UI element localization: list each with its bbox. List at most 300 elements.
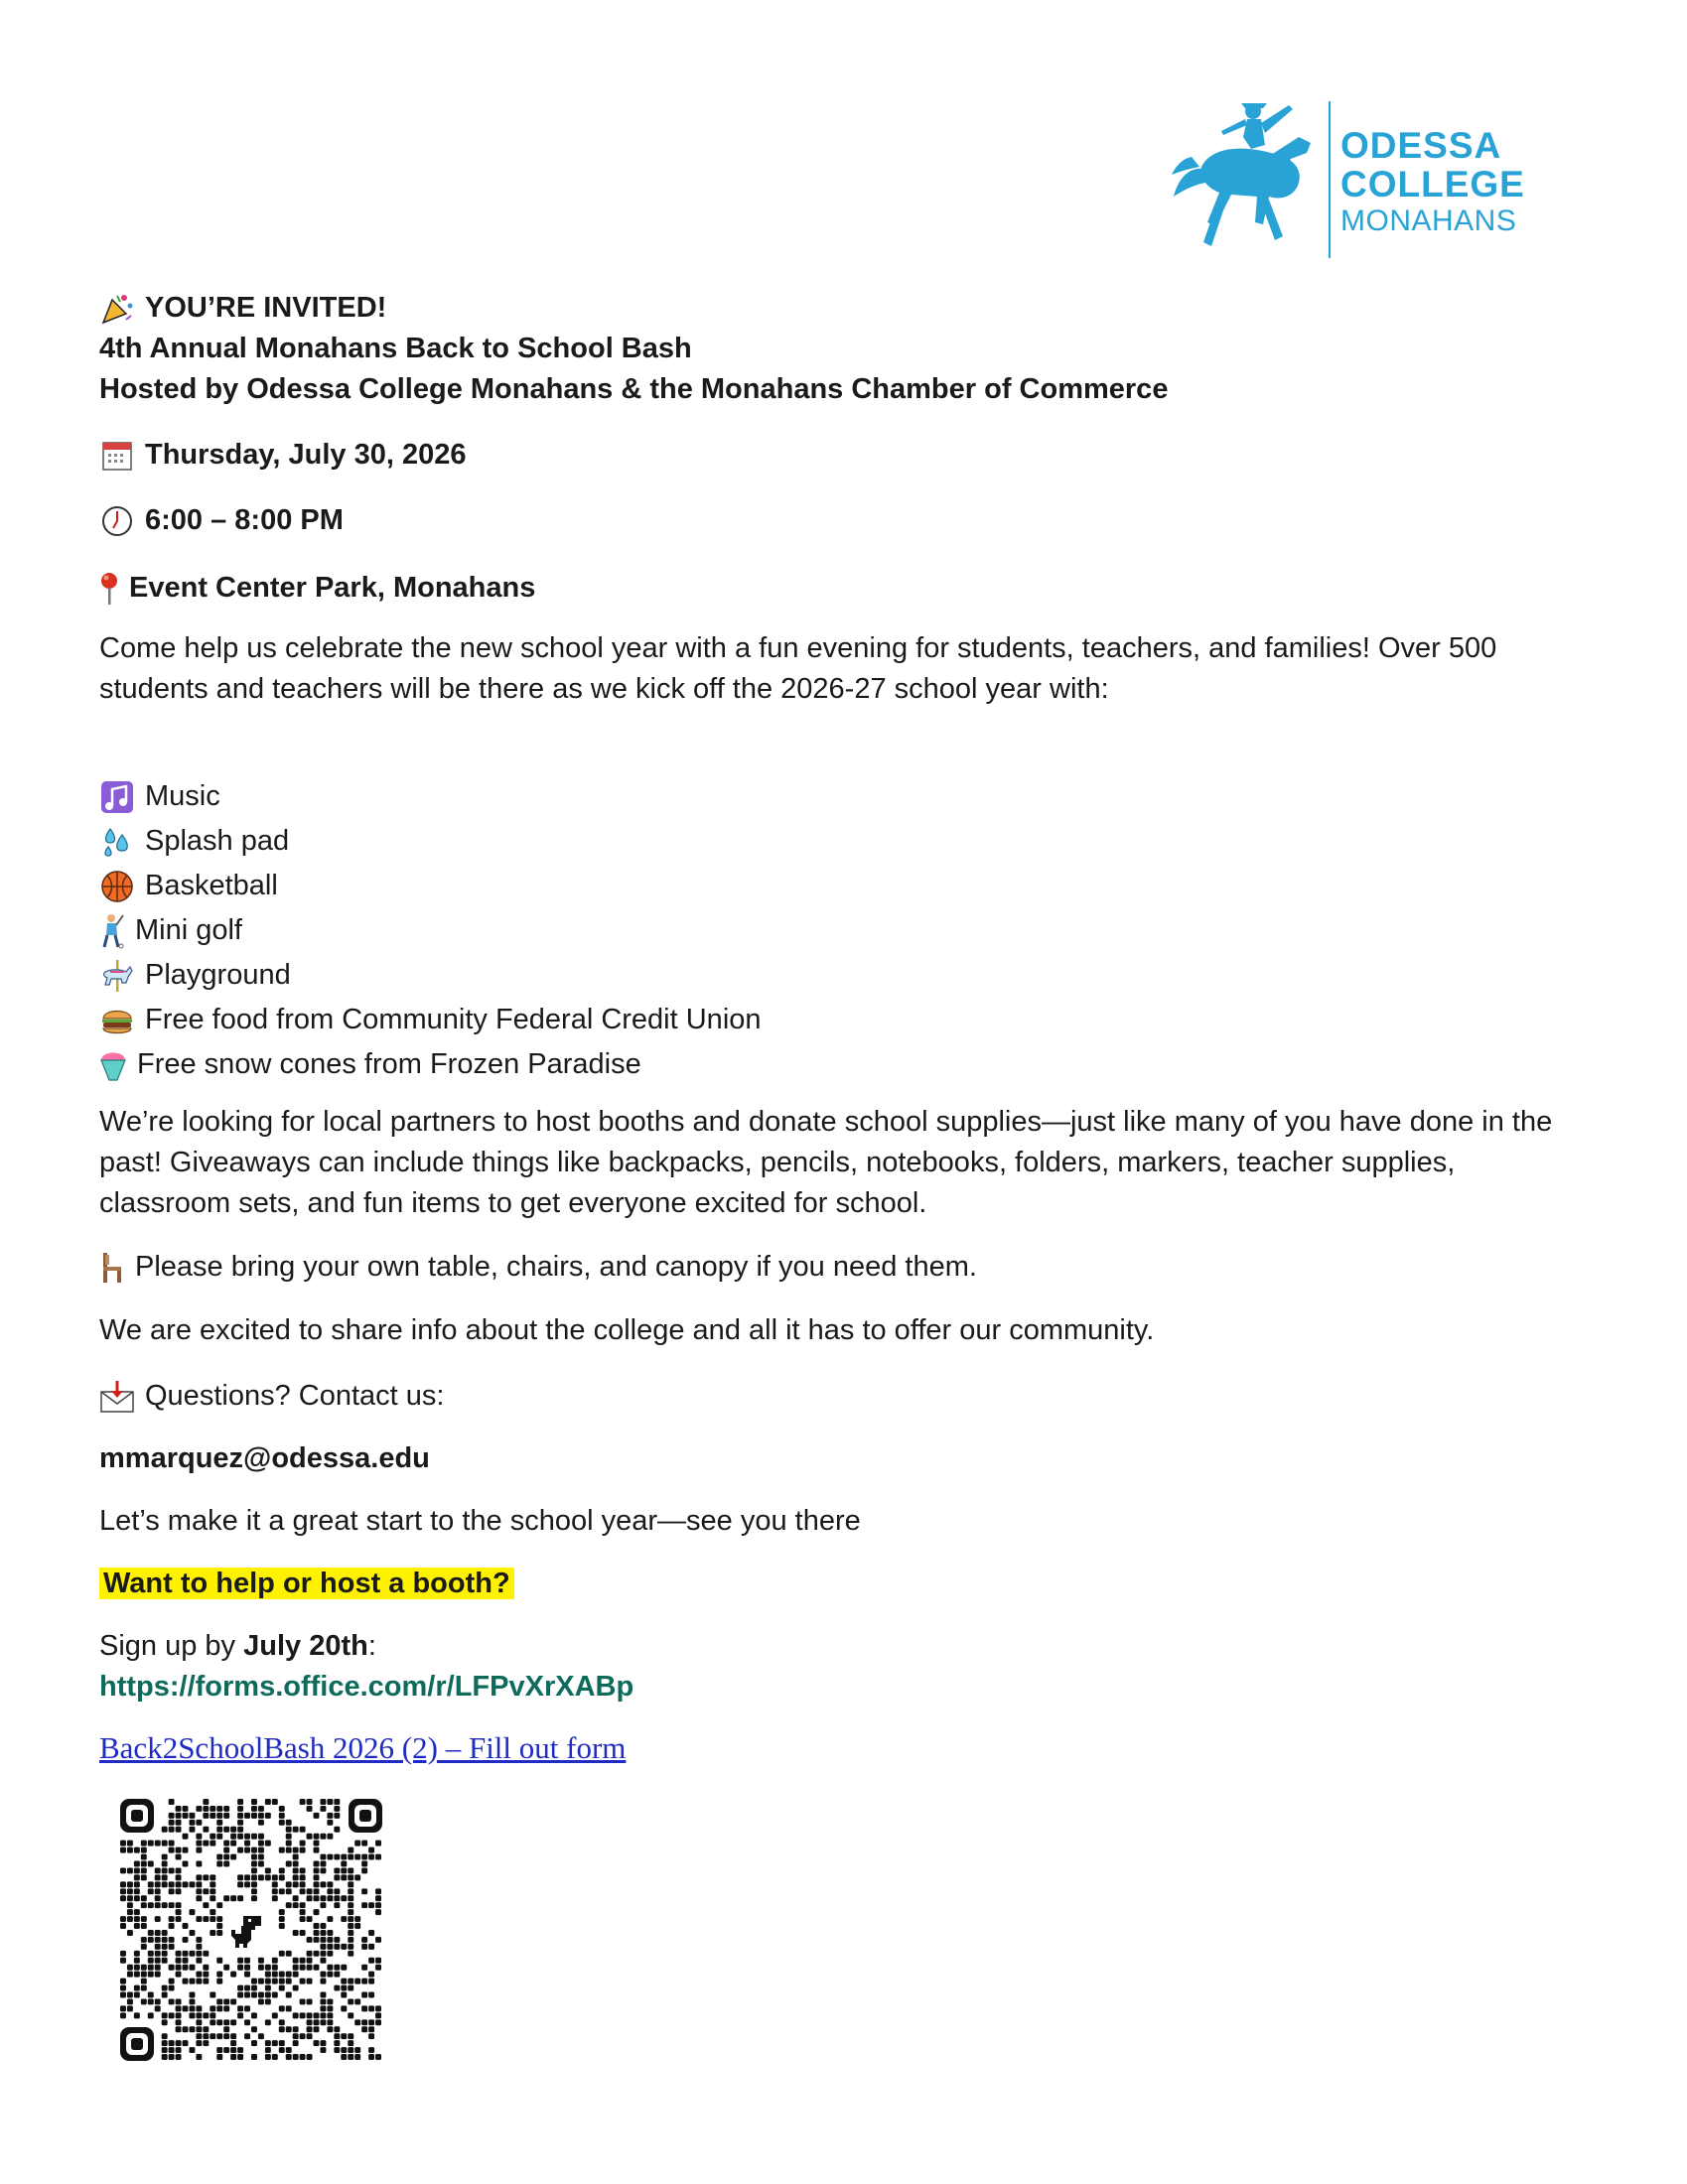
shaved-ice-icon bbox=[99, 1047, 127, 1083]
qr-module bbox=[223, 1998, 229, 2004]
qr-module bbox=[354, 2047, 360, 2053]
qr-module bbox=[134, 1874, 140, 1880]
qr-module bbox=[258, 1992, 264, 1998]
qr-module bbox=[354, 1874, 360, 1880]
qr-module bbox=[216, 1806, 222, 1812]
qr-module bbox=[368, 2026, 374, 2032]
qr-module bbox=[169, 1998, 175, 2004]
qr-module bbox=[169, 1944, 175, 1950]
qr-module bbox=[300, 1881, 306, 1887]
qr-module bbox=[307, 1799, 313, 1805]
qr-module bbox=[196, 1847, 202, 1853]
qr-module bbox=[155, 1881, 161, 1887]
qr-module bbox=[286, 2026, 292, 2032]
qr-finder-top-left bbox=[120, 1799, 154, 1833]
qr-module bbox=[300, 1888, 306, 1894]
qr-module bbox=[216, 2047, 222, 2053]
qr-module bbox=[127, 1998, 133, 2004]
activity-label: Free snow cones from Frozen Paradise bbox=[137, 1048, 641, 1080]
qr-module bbox=[327, 1965, 333, 1971]
list-item bbox=[99, 774, 1589, 819]
qr-module bbox=[127, 2005, 133, 2011]
qr-module bbox=[258, 1958, 264, 1964]
qr-module bbox=[216, 1998, 222, 2004]
qr-module bbox=[320, 1930, 326, 1936]
qr-module bbox=[127, 1930, 133, 1936]
qr-module bbox=[327, 2019, 333, 2025]
qr-module bbox=[314, 1909, 320, 1915]
qr-module bbox=[169, 2047, 175, 2053]
qr-module bbox=[286, 1902, 292, 1908]
contact-email[interactable]: mmarquez@odessa.edu bbox=[99, 1442, 430, 1474]
qr-module bbox=[237, 1827, 243, 1833]
qr-module bbox=[286, 1841, 292, 1846]
qr-module bbox=[258, 1806, 264, 1812]
form-link-line bbox=[99, 1727, 1589, 1770]
qr-module bbox=[210, 1841, 215, 1846]
qr-module bbox=[230, 2033, 236, 2039]
event-host: Hosted by Odessa College Monahans & the Monahans Chamber of Commerce bbox=[99, 373, 1169, 405]
qr-module bbox=[196, 2026, 202, 2032]
list-item bbox=[99, 1042, 1589, 1087]
qr-module bbox=[176, 2054, 182, 2060]
qr-module bbox=[176, 1820, 182, 1826]
qr-module bbox=[293, 2033, 299, 2039]
qr-module bbox=[134, 1861, 140, 1867]
qr-module bbox=[320, 1861, 326, 1867]
qr-module bbox=[141, 1867, 147, 1873]
qr-module bbox=[354, 1979, 360, 1984]
qr-module bbox=[162, 2054, 168, 2060]
qr-module bbox=[216, 1902, 222, 1908]
qr-module bbox=[216, 1923, 222, 1929]
qr-module bbox=[223, 1854, 229, 1860]
qr-module bbox=[334, 1965, 340, 1971]
qr-module bbox=[286, 1861, 292, 1867]
qr-module bbox=[320, 1902, 326, 1908]
qr-module bbox=[320, 1806, 326, 1812]
qr-module bbox=[203, 1806, 209, 1812]
qr-module bbox=[251, 1834, 257, 1840]
qr-module bbox=[327, 1854, 333, 1860]
qr-module bbox=[223, 1827, 229, 1833]
qr-module bbox=[230, 2047, 236, 2053]
qr-module bbox=[272, 2040, 278, 2046]
activity-label: Basketball bbox=[145, 870, 278, 901]
qr-module bbox=[348, 1916, 353, 1922]
qr-module bbox=[169, 1847, 175, 1853]
closing-text: Let’s make it a great start to the school year—see you there bbox=[99, 1505, 861, 1537]
qr-module bbox=[162, 1944, 168, 1950]
qr-module bbox=[141, 1902, 147, 1908]
qr-module bbox=[368, 1902, 374, 1908]
qr-module bbox=[348, 1895, 353, 1901]
qr-module bbox=[258, 1965, 264, 1971]
qr-module bbox=[230, 1834, 236, 1840]
qr-module bbox=[279, 2005, 285, 2011]
qr-module bbox=[293, 2012, 299, 2018]
qr-module bbox=[237, 1806, 243, 1812]
event-location bbox=[99, 568, 1589, 609]
contact-label: Questions? Contact us: bbox=[145, 1380, 445, 1412]
qr-module bbox=[341, 1867, 347, 1873]
qr-module bbox=[279, 1813, 285, 1819]
qr-module bbox=[230, 2054, 236, 2060]
qr-module bbox=[361, 2019, 367, 2025]
qr-module bbox=[293, 1965, 299, 1971]
qr-module bbox=[203, 1799, 209, 1805]
qr-module bbox=[354, 2019, 360, 2025]
qr-module bbox=[341, 1895, 347, 1901]
qr-module bbox=[320, 1979, 326, 1984]
qr-module bbox=[307, 2019, 313, 2025]
qr-module bbox=[354, 1854, 360, 1860]
qr-module bbox=[223, 1847, 229, 1853]
qr-module bbox=[134, 1985, 140, 1991]
qr-module bbox=[223, 1965, 229, 1971]
qr-module bbox=[196, 1841, 202, 1846]
qr-module bbox=[375, 1965, 381, 1971]
qr-module bbox=[272, 1874, 278, 1880]
qr-module bbox=[141, 1972, 147, 1978]
qr-module bbox=[361, 1841, 367, 1846]
calendar-icon bbox=[99, 438, 135, 474]
qr-module bbox=[155, 1930, 161, 1936]
qr-module bbox=[203, 1902, 209, 1908]
qr-module bbox=[230, 2040, 236, 2046]
qr-module bbox=[155, 1916, 161, 1922]
qr-module bbox=[314, 2012, 320, 2018]
qr-module bbox=[141, 1841, 147, 1846]
qr-module bbox=[286, 2047, 292, 2053]
qr-module bbox=[216, 1854, 222, 1860]
qr-module bbox=[141, 1979, 147, 1984]
qr-module bbox=[210, 1895, 215, 1901]
qr-module bbox=[148, 1972, 154, 1978]
qr-module bbox=[169, 1985, 175, 1991]
qr-module bbox=[120, 1888, 126, 1894]
qr-module bbox=[320, 1951, 326, 1957]
qr-module bbox=[148, 1930, 154, 1936]
qr-module bbox=[375, 2019, 381, 2025]
qr-module bbox=[327, 1937, 333, 1943]
qr-module bbox=[237, 1881, 243, 1887]
qr-module bbox=[307, 1937, 313, 1943]
qr-module bbox=[196, 1972, 202, 1978]
qr-module bbox=[368, 2047, 374, 2053]
qr-module bbox=[216, 1813, 222, 1819]
qr-module bbox=[203, 1888, 209, 1894]
logo-line-college: COLLEGE bbox=[1340, 164, 1525, 205]
qr-module bbox=[196, 1895, 202, 1901]
golfer-icon bbox=[99, 913, 125, 949]
qr-module bbox=[251, 1847, 257, 1853]
qr-module bbox=[237, 1992, 243, 1998]
logo-divider bbox=[1329, 101, 1331, 258]
qr-module bbox=[196, 2005, 202, 2011]
qr-module bbox=[272, 1972, 278, 1978]
qr-module bbox=[223, 1806, 229, 1812]
qr-module bbox=[210, 1930, 215, 1936]
qr-module bbox=[183, 1834, 189, 1840]
qr-module bbox=[203, 1951, 209, 1957]
qr-module bbox=[348, 1944, 353, 1950]
qr-module bbox=[196, 2019, 202, 2025]
qr-module bbox=[148, 1937, 154, 1943]
qr-module bbox=[375, 1841, 381, 1846]
event-date-text: Thursday, July 30, 2026 bbox=[145, 439, 467, 471]
qr-module bbox=[183, 2040, 189, 2046]
qr-module bbox=[216, 2019, 222, 2025]
qr-module bbox=[176, 1916, 182, 1922]
qr-module bbox=[120, 1951, 126, 1957]
qr-module bbox=[237, 2012, 243, 2018]
qr-module bbox=[368, 2033, 374, 2039]
qr-module bbox=[327, 2026, 333, 2032]
qr-module bbox=[169, 1867, 175, 1873]
qr-module bbox=[293, 1881, 299, 1887]
qr-module bbox=[203, 1827, 209, 1833]
qr-module bbox=[176, 1951, 182, 1957]
qr-module bbox=[189, 1992, 195, 1998]
qr-module bbox=[216, 2054, 222, 2060]
qr-module bbox=[162, 1951, 168, 1957]
signup-suffix: : bbox=[367, 1630, 376, 1662]
qr-module bbox=[169, 1827, 175, 1833]
qr-module bbox=[216, 1827, 222, 1833]
qr-module bbox=[279, 1951, 285, 1957]
qr-module bbox=[341, 1992, 347, 1998]
qr-module bbox=[293, 1930, 299, 1936]
qr-module bbox=[251, 1881, 257, 1887]
qr-module bbox=[265, 1965, 271, 1971]
qr-module bbox=[348, 1881, 353, 1887]
qr-module bbox=[272, 1888, 278, 1894]
qr-module bbox=[189, 2026, 195, 2032]
qr-module bbox=[120, 2005, 126, 2011]
qr-module bbox=[251, 1895, 257, 1901]
qr-module bbox=[300, 1827, 306, 1833]
qr-module bbox=[314, 2040, 320, 2046]
qr-module bbox=[244, 1847, 250, 1853]
qr-module bbox=[244, 2033, 250, 2039]
qr-module bbox=[210, 2012, 215, 2018]
qr-module bbox=[189, 1998, 195, 2004]
qr-module bbox=[162, 2047, 168, 2053]
qr-module bbox=[176, 1854, 182, 1860]
qr-code[interactable] bbox=[116, 1795, 386, 2065]
qr-module bbox=[162, 1930, 168, 1936]
qr-module bbox=[314, 1867, 320, 1873]
qr-module bbox=[120, 1867, 126, 1873]
qr-module bbox=[341, 1979, 347, 1984]
qr-module bbox=[341, 1944, 347, 1950]
qr-module bbox=[300, 1965, 306, 1971]
qr-module bbox=[300, 1979, 306, 1984]
qr-module bbox=[203, 2033, 209, 2039]
qr-module bbox=[334, 1854, 340, 1860]
qr-module bbox=[320, 1834, 326, 1840]
form-link[interactable]: Back2SchoolBash 2026 (2) – Fill out form bbox=[99, 1730, 627, 1765]
qr-module bbox=[279, 1909, 285, 1915]
qr-module bbox=[368, 2054, 374, 2060]
qr-module bbox=[286, 1827, 292, 1833]
qr-module bbox=[341, 1874, 347, 1880]
qr-module bbox=[314, 1937, 320, 1943]
qr-module bbox=[265, 1992, 271, 1998]
qr-module bbox=[176, 1881, 182, 1887]
qr-module bbox=[361, 1937, 367, 1943]
qr-module bbox=[341, 2047, 347, 2053]
qr-module bbox=[237, 1834, 243, 1840]
qr-module bbox=[196, 2054, 202, 2060]
qr-module bbox=[334, 1902, 340, 1908]
qr-module bbox=[244, 1881, 250, 1887]
qr-module bbox=[307, 1998, 313, 2004]
qr-module bbox=[230, 1827, 236, 1833]
qr-module bbox=[127, 1841, 133, 1846]
qr-module bbox=[244, 1972, 250, 1978]
qr-module bbox=[134, 1916, 140, 1922]
qr-module bbox=[223, 1895, 229, 1901]
qr-module bbox=[223, 2047, 229, 2053]
bring-text: Please bring your own table, chairs, and canopy if you need them. bbox=[135, 1251, 977, 1283]
qr-module bbox=[251, 1861, 257, 1867]
qr-module bbox=[141, 1998, 147, 2004]
qr-module bbox=[169, 1916, 175, 1922]
signup-prefix: Sign up by bbox=[99, 1630, 244, 1662]
qr-module bbox=[203, 1813, 209, 1819]
qr-module bbox=[265, 1979, 271, 1984]
qr-module bbox=[141, 1944, 147, 1950]
qr-module bbox=[155, 1874, 161, 1880]
qr-module bbox=[307, 2054, 313, 2060]
qr-module bbox=[265, 2019, 271, 2025]
qr-module bbox=[293, 2026, 299, 2032]
qr-module bbox=[334, 1944, 340, 1950]
event-time-text: 6:00 – 8:00 PM bbox=[145, 504, 344, 536]
qr-module bbox=[237, 1895, 243, 1901]
qr-module bbox=[286, 2054, 292, 2060]
qr-module bbox=[210, 1834, 215, 1840]
qr-module bbox=[314, 2026, 320, 2032]
qr-module bbox=[279, 1923, 285, 1929]
qr-module bbox=[334, 2047, 340, 2053]
qr-module bbox=[265, 1874, 271, 1880]
qr-module bbox=[196, 1979, 202, 1984]
qr-module bbox=[314, 1874, 320, 1880]
qr-module bbox=[189, 1909, 195, 1915]
qr-module bbox=[134, 1958, 140, 1964]
qr-module bbox=[327, 1799, 333, 1805]
qr-module bbox=[348, 1998, 353, 2004]
qr-module bbox=[216, 1972, 222, 1978]
qr-module bbox=[320, 1881, 326, 1887]
qr-module bbox=[314, 1895, 320, 1901]
qr-module bbox=[286, 1972, 292, 1978]
qr-module bbox=[196, 2012, 202, 2018]
qr-module bbox=[223, 2026, 229, 2032]
qr-module bbox=[251, 1867, 257, 1873]
signup-url[interactable]: https://forms.office.com/r/LFPvXrXABp bbox=[99, 1671, 634, 1703]
qr-module bbox=[327, 1813, 333, 1819]
qr-module bbox=[334, 2040, 340, 2046]
qr-module bbox=[293, 1854, 299, 1860]
qr-module bbox=[210, 1992, 215, 1998]
qr-module bbox=[244, 2019, 250, 2025]
qr-module bbox=[134, 1951, 140, 1957]
qr-module bbox=[286, 1992, 292, 1998]
qr-module bbox=[307, 1965, 313, 1971]
qr-module bbox=[341, 2054, 347, 2060]
qr-module bbox=[223, 2005, 229, 2011]
qr-module bbox=[148, 1888, 154, 1894]
qr-module bbox=[155, 1965, 161, 1971]
qr-module bbox=[320, 1937, 326, 1943]
qr-module bbox=[293, 2040, 299, 2046]
qr-module bbox=[210, 1909, 215, 1915]
qr-module bbox=[203, 2026, 209, 2032]
qr-module bbox=[196, 1937, 202, 1943]
qr-module bbox=[251, 2026, 257, 2032]
qr-module bbox=[244, 1985, 250, 1991]
qr-module bbox=[368, 1930, 374, 1936]
qr-module bbox=[162, 1874, 168, 1880]
list-item bbox=[99, 864, 1589, 908]
qr-module bbox=[244, 1813, 250, 1819]
qr-module bbox=[279, 2019, 285, 2025]
qr-module bbox=[134, 1847, 140, 1853]
qr-module bbox=[314, 1923, 320, 1929]
qr-module bbox=[265, 1813, 271, 1819]
qr-module bbox=[300, 2012, 306, 2018]
qr-module bbox=[196, 1951, 202, 1957]
qr-module bbox=[134, 1992, 140, 1998]
qr-module bbox=[196, 1881, 202, 1887]
qr-module bbox=[375, 1854, 381, 1860]
qr-module bbox=[216, 1958, 222, 1964]
qr-module bbox=[251, 1992, 257, 1998]
qr-module bbox=[189, 1827, 195, 1833]
qr-module bbox=[183, 1881, 189, 1887]
list-item bbox=[99, 908, 1589, 953]
qr-module bbox=[320, 1972, 326, 1978]
qr-module bbox=[120, 1958, 126, 1964]
flyer-body bbox=[99, 288, 1589, 1770]
qr-module bbox=[341, 1916, 347, 1922]
qr-module bbox=[196, 1888, 202, 1894]
qr-module bbox=[127, 1895, 133, 1901]
qr-module bbox=[341, 2005, 347, 2011]
qr-module bbox=[169, 1902, 175, 1908]
qr-module bbox=[183, 1861, 189, 1867]
qr-module bbox=[155, 1944, 161, 1950]
carousel-horse-icon bbox=[99, 958, 135, 994]
qr-module bbox=[169, 1841, 175, 1846]
qr-module bbox=[258, 1820, 264, 1826]
qr-module bbox=[134, 1881, 140, 1887]
qr-module bbox=[368, 1979, 374, 1984]
qr-module bbox=[189, 1951, 195, 1957]
qr-module bbox=[361, 1888, 367, 1894]
qr-module bbox=[189, 1979, 195, 1984]
qr-module bbox=[368, 1972, 374, 1978]
qr-module bbox=[237, 1799, 243, 1805]
qr-module bbox=[203, 2040, 209, 2046]
qr-module bbox=[176, 1827, 182, 1833]
qr-module bbox=[169, 1888, 175, 1894]
hamburger-icon bbox=[99, 1003, 135, 1038]
